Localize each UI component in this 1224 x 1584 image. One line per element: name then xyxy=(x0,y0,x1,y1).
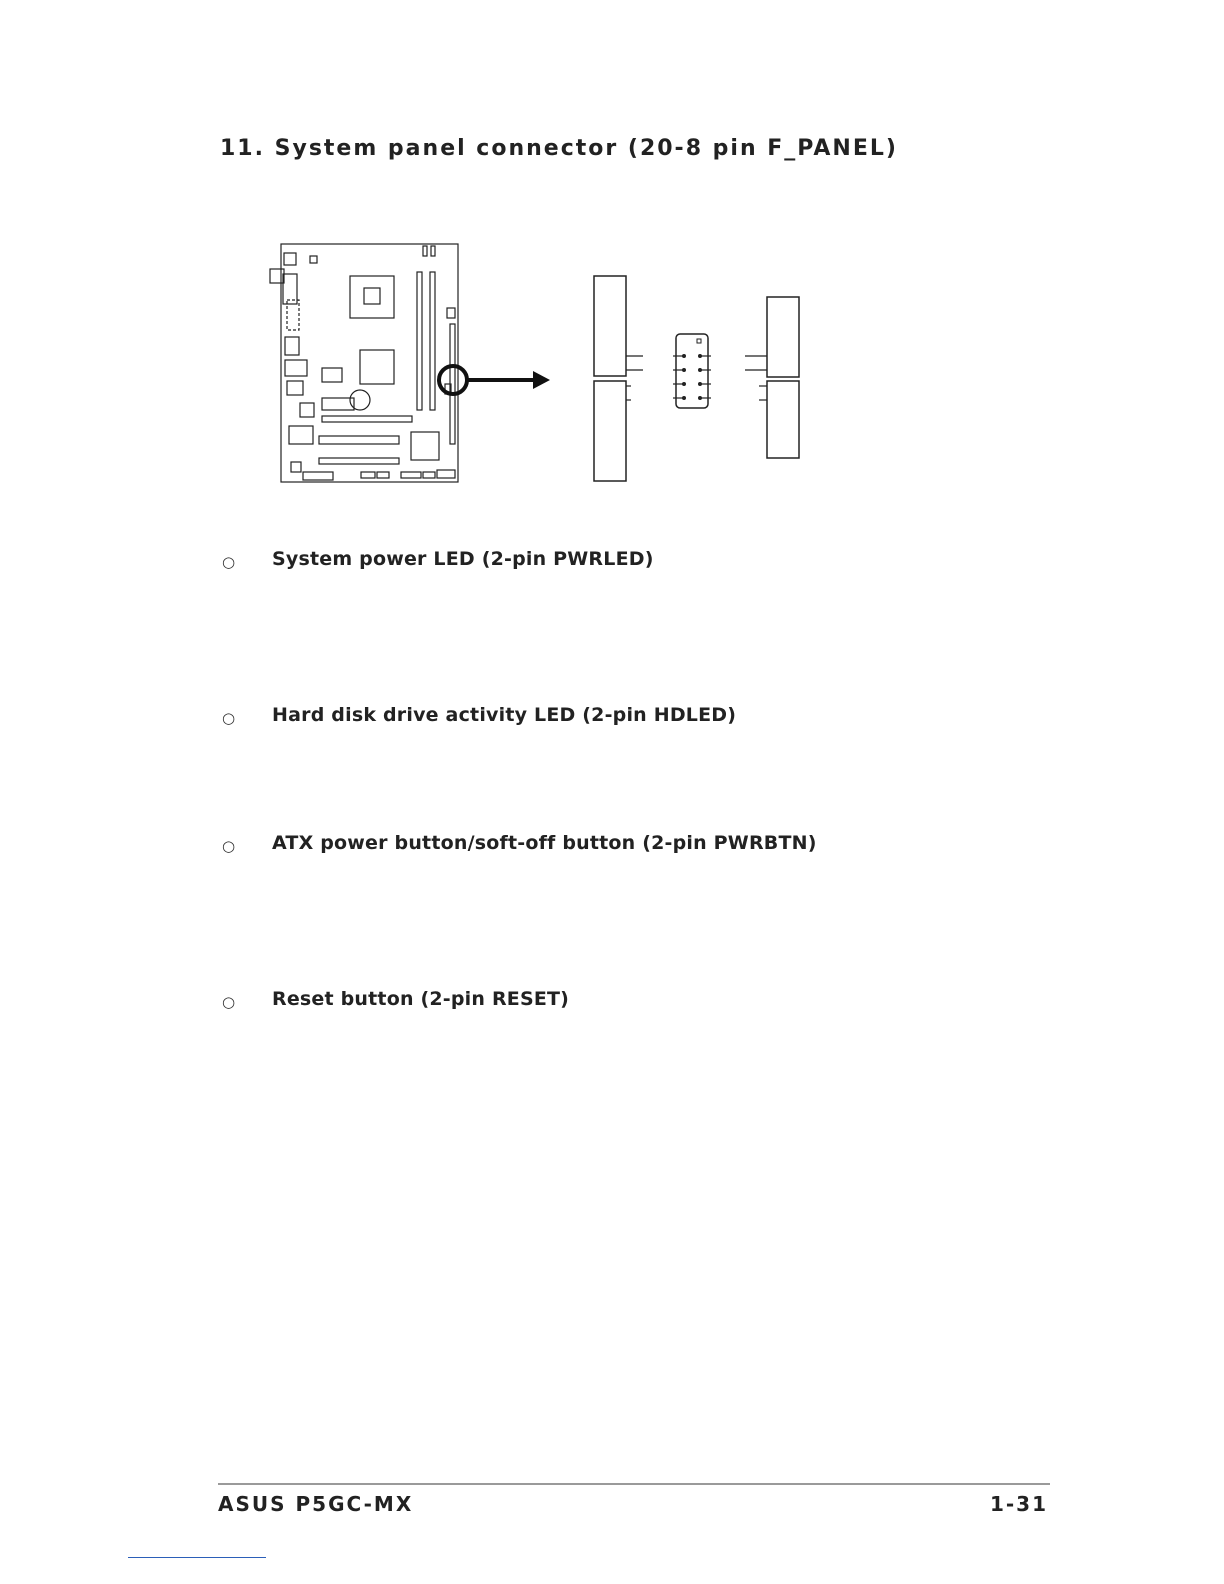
f-panel-diagram xyxy=(265,236,825,496)
circle-bullet-icon: ○ xyxy=(222,993,236,1011)
bottom-link-underline xyxy=(128,1557,266,1558)
circle-bullet-icon: ○ xyxy=(222,709,236,727)
footer-model: ASUS P5GC-MX xyxy=(218,1492,414,1516)
pin-header xyxy=(676,334,708,408)
label-box-left-top xyxy=(594,276,626,376)
section-title: 11. System panel connector (20-8 pin F_PANEL) xyxy=(220,136,898,161)
footer-page-number: 1-31 xyxy=(989,1492,1048,1516)
bullet-reset-button: Reset button (2-pin RESET) xyxy=(272,988,570,1010)
pointer-arrow-head xyxy=(533,371,550,389)
label-box-right-top xyxy=(767,297,799,377)
circle-bullet-icon: ○ xyxy=(222,553,236,571)
label-box-left-bottom xyxy=(594,381,626,481)
bullet-hdd-activity-led: Hard disk drive activity LED (2-pin HDLED) xyxy=(272,704,737,726)
bullet-atx-power-button: ATX power button/soft-off button (2-pin PWRBTN) xyxy=(272,832,817,854)
footer-divider xyxy=(218,1483,1050,1485)
f-panel-highlight xyxy=(439,366,467,394)
circle-bullet-icon: ○ xyxy=(222,837,236,855)
bullet-system-power-led: System power LED (2-pin PWRLED) xyxy=(272,548,654,570)
label-box-right-bottom xyxy=(767,381,799,458)
